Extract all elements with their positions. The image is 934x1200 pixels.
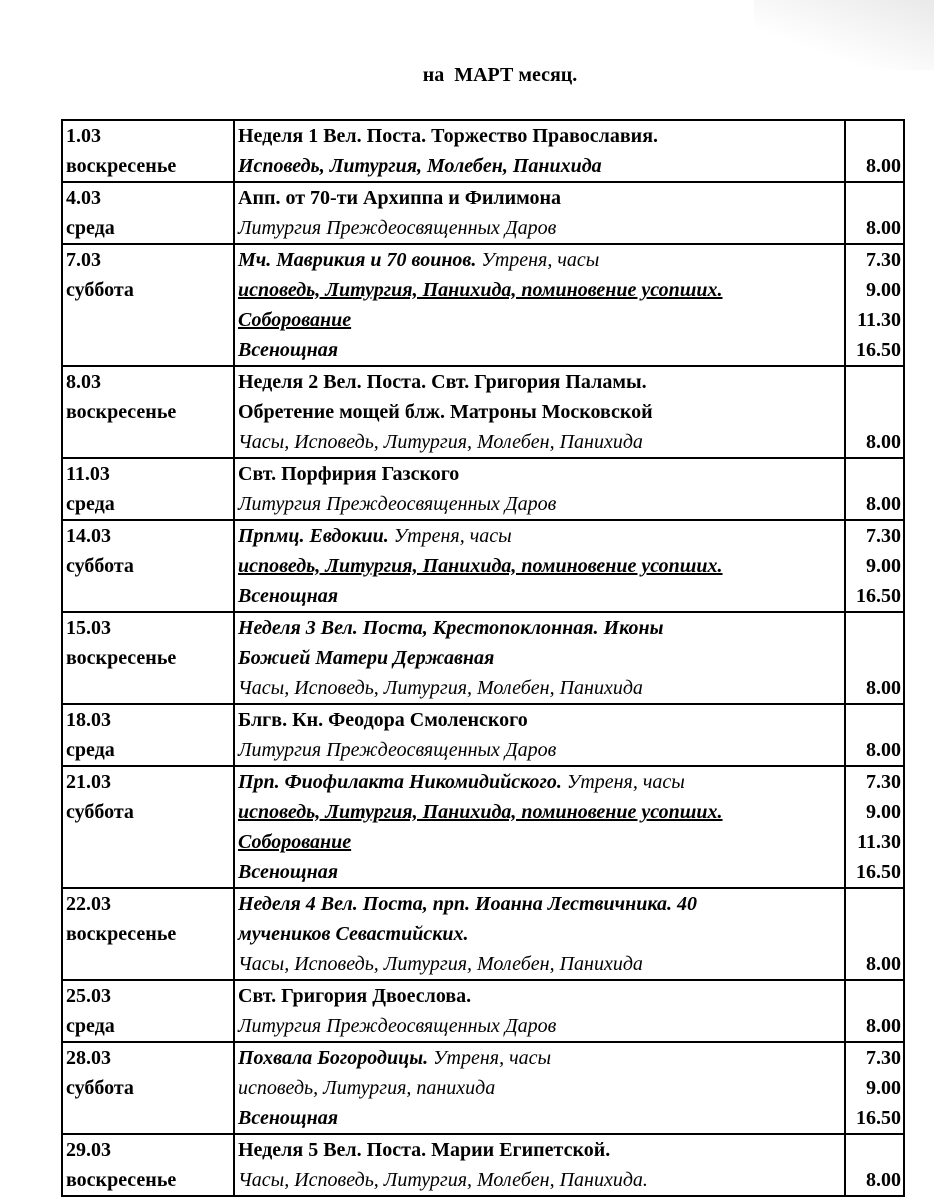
description-text: Неделя 2 Вел. Поста. Свт. Григория Паламы.: [238, 371, 647, 393]
service-time: 8.00: [866, 1169, 901, 1191]
service-time: [849, 397, 901, 427]
description-text: Соборование: [238, 309, 352, 331]
service-weekday: суббота: [66, 555, 134, 577]
service-time: [849, 889, 901, 919]
description-line: [238, 1103, 842, 1133]
service-date: 25.03: [66, 985, 111, 1007]
service-time: 8.00: [866, 739, 901, 761]
description-text: Литургия Преждеосвященных Даров: [238, 739, 557, 761]
description-line: [238, 643, 842, 673]
table-row: [62, 1134, 904, 1196]
service-date: 18.03: [66, 709, 111, 731]
description-text: исповедь, Литургия, Панихида, поминовение усопших.: [238, 279, 723, 301]
description-line: [238, 551, 842, 581]
service-time: 7.30: [866, 525, 901, 547]
service-time: 7.30: [866, 249, 901, 271]
description-line: [238, 397, 842, 427]
service-time: 8.00: [866, 953, 901, 975]
service-weekday: воскресенье: [66, 401, 177, 423]
description-text: Литургия Преждеосвященных Даров: [238, 1015, 557, 1037]
description-cell: [234, 458, 845, 520]
description-line: [238, 767, 842, 797]
date-cell: [62, 612, 234, 704]
service-time: 9.00: [866, 801, 901, 823]
description-text: Всенощная: [238, 861, 338, 883]
description-text: Божией Матери Державная: [238, 647, 495, 669]
description-text: Неделя 4 Вел. Поста, прп. Иоанна Лествичника. 40: [238, 893, 697, 915]
service-weekday: среда: [66, 493, 115, 515]
description-text: Утреня, часы: [561, 771, 685, 793]
description-text: Часы, Исповедь, Литургия, Молебен, Панихида.: [238, 1169, 648, 1191]
table-row: [62, 980, 904, 1042]
service-date: 15.03: [66, 617, 111, 639]
service-time: 9.00: [866, 279, 901, 301]
description-line: [238, 245, 842, 275]
date-cell: [62, 1042, 234, 1134]
service-time: [849, 459, 901, 489]
description-cell: [234, 612, 845, 704]
service-weekday: воскресенье: [66, 1169, 177, 1191]
service-weekday: среда: [66, 217, 115, 239]
table-row: [62, 520, 904, 612]
service-time: [849, 919, 901, 949]
time-cell: [845, 888, 904, 980]
page-title: на МАРТ месяц.: [422, 64, 578, 86]
time-cell: [845, 366, 904, 458]
date-cell: [62, 1134, 234, 1196]
description-line: [238, 705, 842, 735]
description-line: [238, 735, 842, 765]
time-cell: [845, 1042, 904, 1134]
time-cell: [845, 612, 904, 704]
time-cell: [845, 458, 904, 520]
service-date: 14.03: [66, 525, 111, 547]
time-cell: [845, 704, 904, 766]
description-text: Литургия Преждеосвященных Даров: [238, 217, 557, 239]
service-date: 1.03: [66, 125, 101, 147]
date-cell: [62, 458, 234, 520]
table-row: [62, 120, 904, 182]
description-text: исповедь, Литургия, Панихида, поминовение усопших.: [238, 801, 723, 823]
description-text: Часы, Исповедь, Литургия, Молебен, Панихида: [238, 953, 643, 975]
table-row: [62, 612, 904, 704]
date-cell: [62, 120, 234, 182]
description-line: [238, 1165, 842, 1195]
description-text: Утреня, часы: [428, 1047, 552, 1069]
table-row: [62, 704, 904, 766]
description-text: Неделя 5 Вел. Поста. Марии Египетской.: [238, 1139, 611, 1161]
description-line: [238, 797, 842, 827]
description-line: [238, 1043, 842, 1073]
service-weekday: воскресенье: [66, 155, 177, 177]
service-time: 7.30: [866, 771, 901, 793]
service-weekday: суббота: [66, 801, 134, 823]
description-text: Мч. Маврикия и 70 воинов.: [238, 249, 477, 271]
schedule-table: [61, 119, 905, 1197]
date-cell: [62, 704, 234, 766]
date-cell: [62, 366, 234, 458]
service-time: [849, 613, 901, 643]
table-row: [62, 182, 904, 244]
description-line: [238, 213, 842, 243]
page-corner-shadow: [754, 0, 934, 70]
description-line: [238, 459, 842, 489]
service-weekday: суббота: [66, 1077, 134, 1099]
service-time: 8.00: [866, 155, 901, 177]
service-time: 8.00: [866, 493, 901, 515]
description-text: Утреня, часы: [388, 525, 512, 547]
service-date: 8.03: [66, 371, 101, 393]
description-line: [238, 183, 842, 213]
description-line: [238, 581, 842, 611]
description-text: Часы, Исповедь, Литургия, Молебен, Панихида: [238, 431, 643, 453]
description-text: Соборование: [238, 831, 352, 853]
schedule-body: [62, 120, 904, 1196]
service-time: 8.00: [866, 217, 901, 239]
date-cell: [62, 182, 234, 244]
service-weekday: воскресенье: [66, 647, 177, 669]
description-text: Всенощная: [238, 1107, 338, 1129]
description-cell: [234, 1042, 845, 1134]
service-time: [849, 705, 901, 735]
description-text: Прп. Фиофилакта Никомидийского.: [238, 771, 562, 793]
description-cell: [234, 244, 845, 366]
table-row: [62, 1042, 904, 1134]
description-line: [238, 151, 842, 181]
description-cell: [234, 980, 845, 1042]
service-date: 22.03: [66, 893, 111, 915]
description-cell: [234, 182, 845, 244]
table-row: [62, 888, 904, 980]
service-time: 8.00: [866, 431, 901, 453]
description-line: [238, 981, 842, 1011]
service-time: 16.50: [856, 585, 901, 607]
table-row: [62, 458, 904, 520]
table-row: [62, 244, 904, 366]
service-time: 16.50: [856, 1107, 901, 1129]
description-text: Свт. Григория Двоеслова.: [238, 985, 472, 1007]
description-line: [238, 305, 842, 335]
description-text: Обретение мощей блж. Матроны Московской: [238, 401, 653, 423]
service-time: [849, 121, 901, 151]
time-cell: [845, 120, 904, 182]
date-cell: [62, 888, 234, 980]
service-time: 8.00: [866, 1015, 901, 1037]
description-line: [238, 673, 842, 703]
description-line: [238, 1135, 842, 1165]
description-text: исповедь, Литургия, панихида: [238, 1077, 496, 1099]
time-cell: [845, 1134, 904, 1196]
service-time: 8.00: [866, 677, 901, 699]
description-line: [238, 427, 842, 457]
date-cell: [62, 980, 234, 1042]
service-weekday: среда: [66, 1015, 115, 1037]
description-text: Апп. от 70-ти Архиппа и Филимона: [238, 187, 562, 209]
service-time: [849, 1135, 901, 1165]
description-line: [238, 367, 842, 397]
service-weekday: воскресенье: [66, 923, 177, 945]
date-cell: [62, 766, 234, 888]
service-time: 9.00: [866, 555, 901, 577]
description-line: [238, 489, 842, 519]
description-cell: [234, 888, 845, 980]
description-line: [238, 857, 842, 887]
service-time: [849, 643, 901, 673]
description-line: [238, 949, 842, 979]
description-text: Исповедь, Литургия, Молебен, Панихида: [238, 155, 602, 177]
description-text: Литургия Преждеосвященных Даров: [238, 493, 557, 515]
description-text: Всенощная: [238, 339, 338, 361]
description-cell: [234, 366, 845, 458]
description-line: [238, 1011, 842, 1041]
service-weekday: среда: [66, 739, 115, 761]
description-line: [238, 613, 842, 643]
description-text: исповедь, Литургия, Панихида, поминовение усопших.: [238, 555, 723, 577]
description-text: Свт. Порфирия Газского: [238, 463, 460, 485]
service-date: 29.03: [66, 1139, 111, 1161]
description-line: [238, 1073, 842, 1103]
description-line: [238, 275, 842, 305]
description-text: Неделя 1 Вел. Поста. Торжество Православия.: [238, 125, 659, 147]
service-time: [849, 183, 901, 213]
description-cell: [234, 704, 845, 766]
service-time: 9.00: [866, 1077, 901, 1099]
service-time: 16.50: [856, 861, 901, 883]
service-time: [849, 367, 901, 397]
service-time: 11.30: [857, 831, 901, 853]
description-text: Прпмц. Евдокии.: [238, 525, 389, 547]
description-text: Неделя 3 Вел. Поста, Крестопоклонная. Иконы: [238, 617, 664, 639]
time-cell: [845, 766, 904, 888]
service-weekday: суббота: [66, 279, 134, 301]
description-cell: [234, 520, 845, 612]
service-time: [849, 981, 901, 1011]
service-date: 7.03: [66, 249, 101, 271]
service-time: 7.30: [866, 1047, 901, 1069]
service-date: 4.03: [66, 187, 101, 209]
description-line: [238, 889, 842, 919]
service-date: 11.03: [66, 463, 110, 485]
description-text: Всенощная: [238, 585, 338, 607]
description-cell: [234, 120, 845, 182]
time-cell: [845, 520, 904, 612]
time-cell: [845, 182, 904, 244]
description-line: [238, 827, 842, 857]
description-text: Похвала Богородицы.: [238, 1047, 429, 1069]
time-cell: [845, 244, 904, 366]
service-time: 16.50: [856, 339, 901, 361]
time-cell: [845, 980, 904, 1042]
description-line: [238, 335, 842, 365]
description-cell: [234, 1134, 845, 1196]
table-row: [62, 766, 904, 888]
service-date: 28.03: [66, 1047, 111, 1069]
description-text: Утреня, часы: [476, 249, 600, 271]
service-date: 21.03: [66, 771, 111, 793]
description-text: Блгв. Кн. Феодора Смоленского: [238, 709, 528, 731]
description-text: мучеников Севастийских.: [238, 923, 469, 945]
date-cell: [62, 244, 234, 366]
description-line: [238, 121, 842, 151]
service-time: 11.30: [857, 309, 901, 331]
table-row: [62, 366, 904, 458]
date-cell: [62, 520, 234, 612]
description-line: [238, 521, 842, 551]
description-text: Часы, Исповедь, Литургия, Молебен, Панихида: [238, 677, 643, 699]
description-cell: [234, 766, 845, 888]
description-line: [238, 919, 842, 949]
